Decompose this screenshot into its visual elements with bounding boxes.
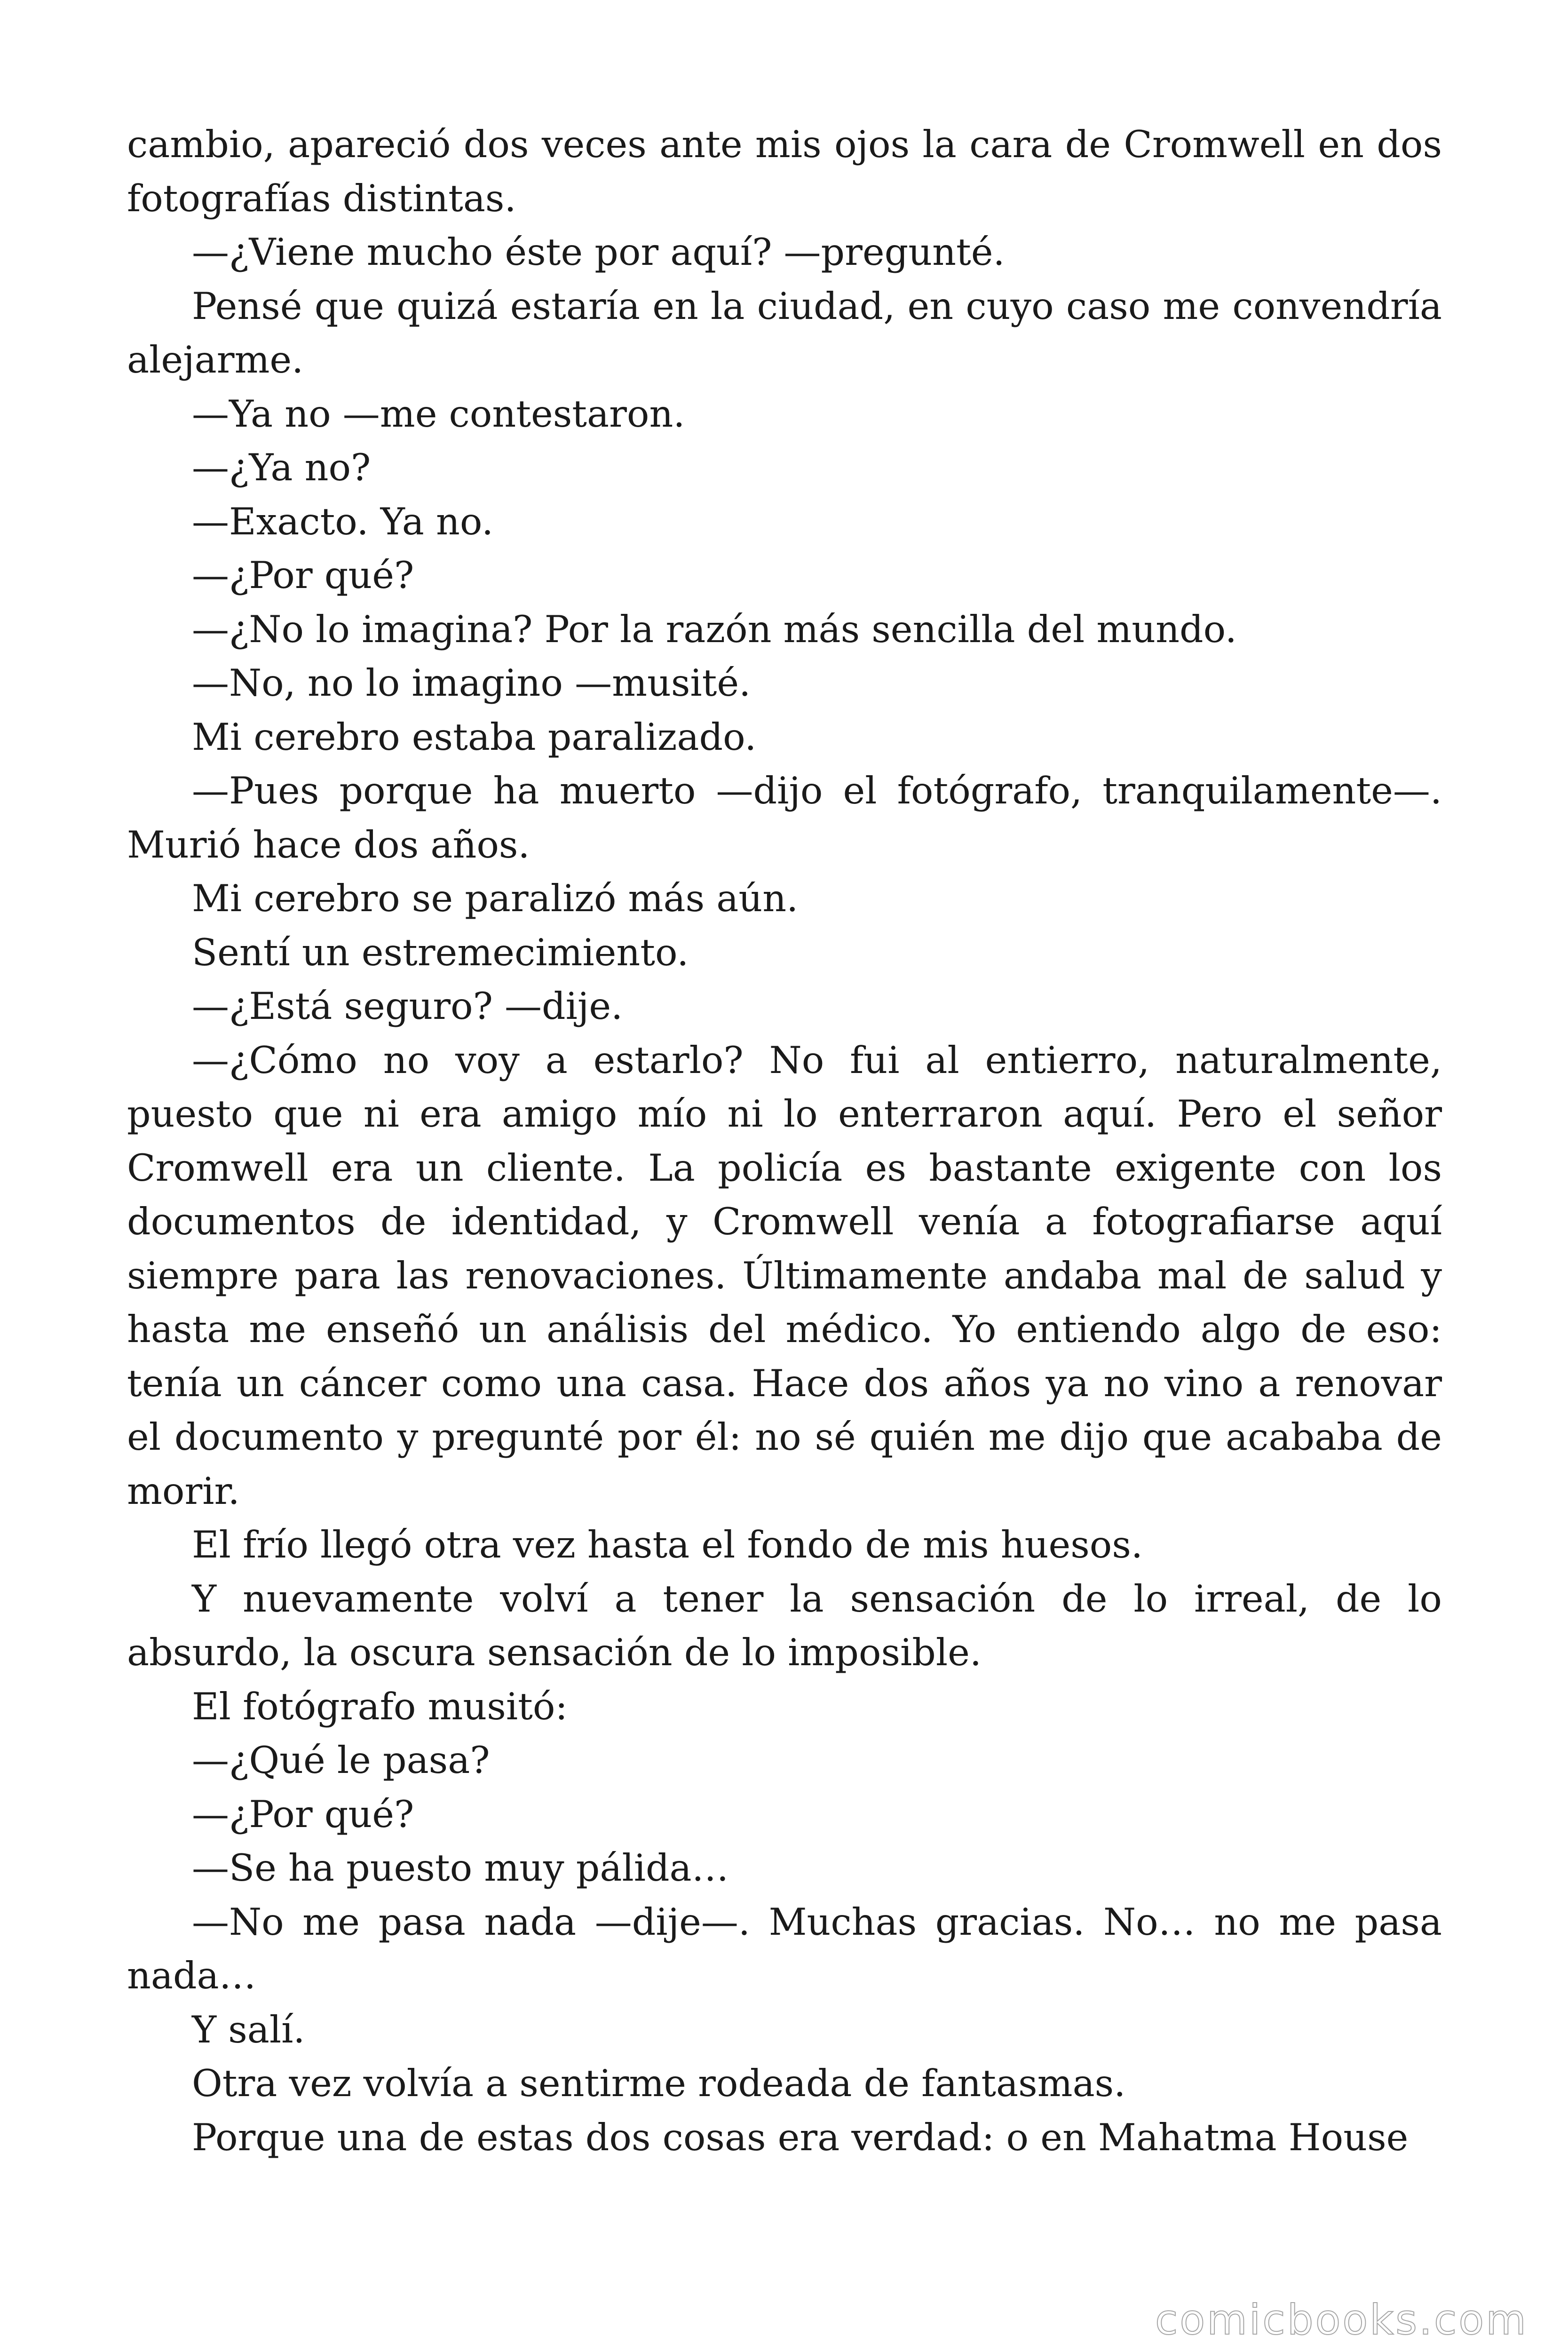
paragraph-17: Y nuevamente volví a tener la sensación de lo irreal, de lo absurdo, la oscura sensación de lo imposible.	[127, 1577, 1442, 1674]
paragraph-16: El frío llegó otra vez hasta el fondo de mis huesos.	[192, 1523, 1143, 1566]
paragraph-3: Pensé que quizá estaría en la ciudad, en cuyo caso me convendría alejarme.	[127, 284, 1442, 381]
paragraph-25: Porque una de estas dos cosas era verdad: o en Mahatma House	[192, 2115, 1409, 2159]
paragraph-8: —¿No lo imagina? Por la razón más sencilla del mundo.	[192, 607, 1237, 651]
paragraph-4: —Ya no —me contestaron.	[192, 392, 685, 436]
paragraph-21: —Se ha puesto muy pálida…	[192, 1846, 729, 1890]
paragraph-11: —Pues porque ha muerto —dijo el fotógrafo, tranquilamente—. Murió hace dos años.	[127, 769, 1442, 866]
book-page-text	[127, 118, 1442, 2164]
paragraph-1: cambio, apareció dos veces ante mis ojos la cara de Cromwell en dos fotografías distintas.	[127, 123, 1442, 220]
paragraph-6: —Exacto. Ya no.	[192, 500, 494, 543]
paragraph-10: Mi cerebro estaba paralizado.	[192, 715, 757, 759]
paragraph-12: Mi cerebro se paralizó más aún.	[192, 877, 799, 920]
paragraph-23: Y salí.	[192, 2008, 305, 2051]
paragraph-13: Sentí un estremecimiento.	[192, 930, 689, 974]
paragraph-24: Otra vez volvía a sentirme rodeada de fantasmas.	[192, 2062, 1126, 2105]
paragraph-19: —¿Qué le pasa?	[192, 1739, 490, 1782]
paragraph-2: —¿Viene mucho éste por aquí? —pregunté.	[192, 230, 1005, 274]
paragraph-20: —¿Por qué?	[192, 1792, 414, 1836]
paragraph-14: —¿Está seguro? —dije.	[192, 985, 623, 1028]
paragraph-18: El fotógrafo musitó:	[192, 1685, 568, 1728]
paragraph-9: —No, no lo imagino —musité.	[192, 661, 751, 705]
paragraph-22: —No me pasa nada —dije—. Muchas gracias. No… no me pasa nada…	[127, 1900, 1442, 1997]
paragraph-5: —¿Ya no?	[192, 446, 371, 489]
watermark-text: comicbooks.com	[1155, 2296, 1528, 2344]
paragraph-15: —¿Cómo no voy a estarlo? No fui al entierro, naturalmente, puesto que ni era amigo mío ni lo enterraron aquí. Pero el señor Cromwell era un cliente. La policía es bastante exigente con los documentos de identidad, y Cromwell venía a fotografiarse aquí siempre para las renovaciones. Últimamente andaba mal de salud y hasta me enseñó un análisis del médico. Yo entiendo algo de eso: tenía un cáncer como una casa. Hace dos años ya no vino a renovar el documento y pregunté por él: no sé quién me dijo que acababa de morir.	[127, 1038, 1442, 1513]
paragraph-7: —¿Por qué?	[192, 554, 414, 597]
